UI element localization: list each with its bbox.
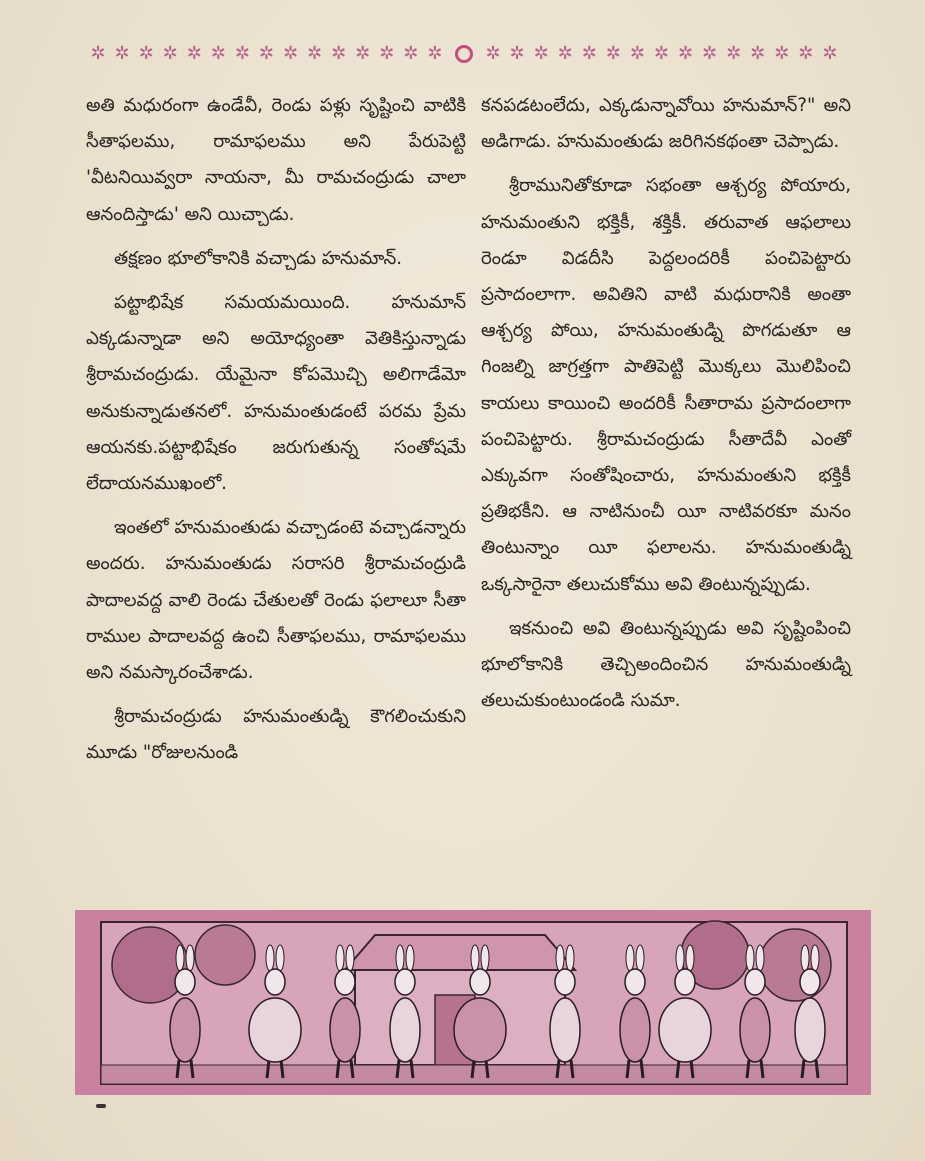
star-ornament-icon: ✲ bbox=[533, 43, 549, 64]
star-ornament-icon: ✲ bbox=[234, 43, 250, 64]
right-text-column bbox=[481, 88, 851, 719]
star-ornament-icon: ✲ bbox=[90, 43, 106, 64]
star-ornament-icon: ✲ bbox=[750, 43, 766, 64]
paragraph: కనపడటంలేదు, ఎక్కడున్నావోయి హనుమాన్?" అని అడిగాడు. హనుమంతుడు జరిగినకథంతా చెప్పాడు. bbox=[481, 95, 851, 153]
star-ornament-icon: ✲ bbox=[653, 43, 669, 64]
star-ornament-icon: ✲ bbox=[210, 43, 226, 64]
star-ornament-icon: ✲ bbox=[162, 43, 178, 64]
star-ornament-icon: ✲ bbox=[677, 43, 694, 64]
star-ornament-icon: ✲ bbox=[726, 43, 742, 64]
star-ornament-icon: ✲ bbox=[557, 43, 573, 64]
star-ornament-icon: ✲ bbox=[258, 43, 274, 64]
star-ornament-icon: ✲ bbox=[355, 43, 371, 64]
decorative-border bbox=[88, 40, 840, 68]
paragraph: తక్షణం భూలోకానికి వచ్చాడు హనుమాన్. bbox=[114, 247, 403, 269]
star-ornament-icon: ✲ bbox=[509, 43, 525, 64]
star-ornament-icon: ✲ bbox=[822, 43, 838, 64]
star-ornament-icon: ✲ bbox=[307, 43, 323, 64]
paragraph: పట్టాభిషేక సమయమయింది. హనుమాన్ ఎక్కడున్నాడా అని అయోధ్యంతా వెతికిస్తున్నాడు శ్రీరామచంద్రుడు. యేమైనా కోపమొచ్చి అలిగాడేమో అనుకున్నాడుతనలో. హనుమంతుడంటే పరమ ప్రేమ ఆయనకు.పట్టాభిషేకం జరుగుతున్న సంతోషమే లేదాయనముఖంలో. bbox=[86, 292, 466, 495]
paragraph: శ్రీరామచంద్రుడు హనుమంతుడ్ని కౌగలించుకుని మూడు "రోజులనుండి bbox=[86, 706, 466, 764]
star-ornament-icon: ✲ bbox=[605, 43, 621, 64]
left-text-column bbox=[86, 88, 466, 772]
illustration-drawing bbox=[75, 910, 871, 1095]
star-ornament-icon: ✲ bbox=[379, 43, 395, 64]
star-ornament-icon: ✲ bbox=[485, 43, 501, 64]
star-ornament-icon: ✲ bbox=[138, 43, 154, 64]
star-ornament-icon: ✲ bbox=[403, 43, 419, 64]
star-ornament-icon: ✲ bbox=[331, 43, 347, 64]
star-ornament-icon: ✲ bbox=[186, 43, 202, 64]
star-border-right bbox=[483, 44, 840, 64]
paragraph: శ్రీరామునితోకూడా సభంతా ఆశ్చర్య పోయారు, హనుమంతుని భక్తికీ, శక్తికీ. తరువాత ఆఫలాలు రెండూ విడదీసి పెద్దలందరికీ పంచిపెట్టారు ప్రసాదంలాగా. అవితిని వాటి మధురానికి అంతా ఆశ్చర్య పోయి, హనుమంతుడ్ని పొగడుతూ ఆ గింజల్ని జాగ్రత్తగా పాతిపెట్టి మొక్కలు మొలిపించి కాయలు కాయించి అందరికీ సీతారామ ప్రసాదంలాగా పంచిపెట్టారు. శ్రీరామచంద్రుడు సీతాదేవీ ఎంతో ఎక్కువగా సంతోషించారు, హనుమంతుని భక్తికీ ప్రతిభకీని. ఆ నాటినుంచీ యీ నాటివరకూ మనం తింటున్నాం యీ ఫలాలను. హనుమంతుడ్ని ఒక్కసారైనా తలుచుకోము అవి తింటున్నప్పుడు. bbox=[481, 175, 851, 595]
circle-ornament-icon bbox=[455, 45, 473, 63]
star-ornament-icon: ✲ bbox=[282, 43, 299, 64]
ink-mark bbox=[96, 1104, 106, 1108]
paragraph: ఇంతలో హనుమంతుడు వచ్చాడంటె వచ్చాడన్నారు అందరు. హనుమంతుడు సరాసరి శ్రీరామచంద్రుడి పాదాలవద్ద వాలి రెండు చేతులతో రెండు ఫలాలూ సీతా రాముల పాదాలవద్ద ఉంచి సీతాఫలము, రామాఫలము అని నమస్కారంచేశాడు. bbox=[86, 517, 466, 684]
paragraph: ఇకనుంచి అవి తింటున్నప్పుడు అవి సృష్టింపించి భూలోకానికి తెచ్చిఅందించిన హనుమంతుడ్ని తలుచుకుంటుండండి సుమా. bbox=[481, 617, 851, 712]
paragraph: అతి మధురంగా ఉండేవీ, రెండు పళ్లు సృష్టించి వాటికి సీతాఫలము, రామాఫలము అని పేరుపెట్టి 'వీటనియివ్వరా నాయనా, మీ రామచంద్రుడు చాలా ఆనందిస్తాడు' అని యిచ్చాడు. bbox=[86, 95, 466, 225]
star-border-left bbox=[88, 44, 445, 64]
star-ornament-icon: ✲ bbox=[798, 43, 814, 64]
star-ornament-icon: ✲ bbox=[581, 43, 597, 64]
star-ornament-icon: ✲ bbox=[774, 43, 790, 64]
rabbit-procession-illustration bbox=[75, 910, 871, 1095]
star-ornament-icon: ✲ bbox=[427, 43, 443, 64]
star-ornament-icon: ✲ bbox=[114, 43, 130, 64]
star-ornament-icon: ✲ bbox=[702, 43, 718, 64]
star-ornament-icon: ✲ bbox=[629, 43, 645, 64]
